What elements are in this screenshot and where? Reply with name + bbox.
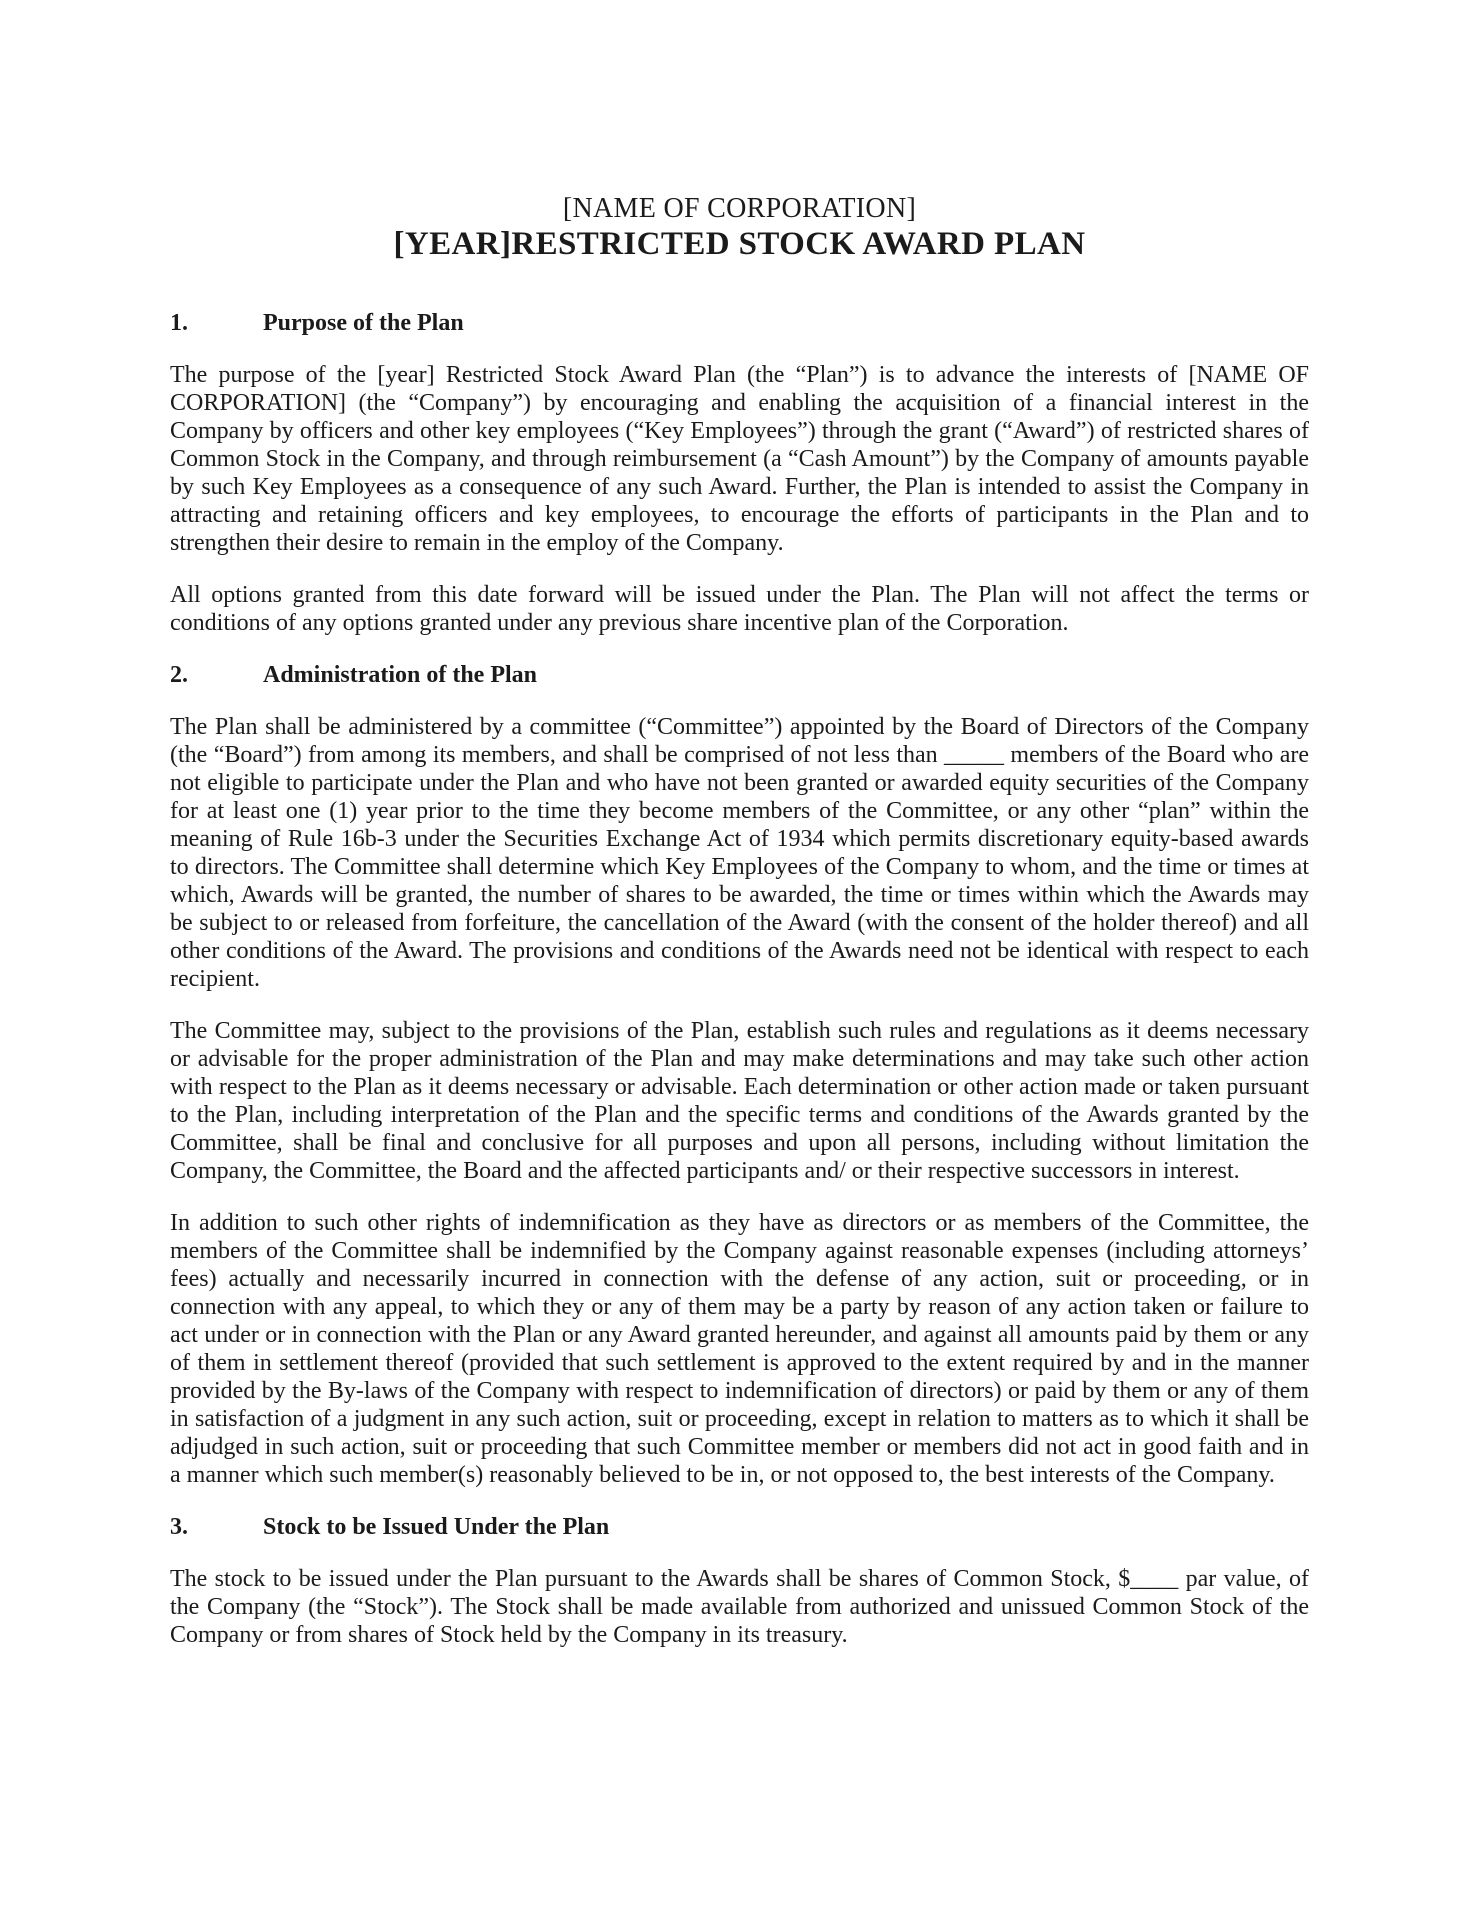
section-heading [170,661,1309,689]
paragraph: In addition to such other rights of indemnification as they have as directors or as members of the Committee, the members of the Committee shall be indemnified by the Company against reasonable expenses (including attorneys’ fees) actually and necessarily incurred in connection with the defense of any action, suit or proceeding, or in connection with any appeal, to which they or any of them may be a party by reason of any action taken or failure to act under or in connection with the Plan or any Award granted hereunder, and against all amounts paid by them or any of them in settlement thereof (provided that such settlement is approved to the extent required by and in the manner provided by the By-laws of the Company with respect to indemnification of directors) or paid by them or any of them in satisfaction of a judgment in any such action, suit or proceeding, except in relation to matters as to which it shall be adjudged in such action, suit or proceeding that such Committee member or members did not act in good faith and in a manner which such member(s) reasonably believed to be in, or not opposed to, the best interests of the Company. [170,1210,1309,1488]
paragraph: The stock to be issued under the Plan pursuant to the Awards shall be shares of Common Stock, $____ par value, of the Company (the “Stock”). The Stock shall be made available from authorized and unissued Common Stock of the Company or from shares of Stock held by the Company in its treasury. [170,1566,1309,1648]
section-purpose-of-the-plan [170,309,1309,637]
document-title-corporation-name: [NAME OF CORPORATION] [562,193,917,224]
document-title-plan-name: [YEAR]RESTRICTED STOCK AWARD PLAN [393,226,1086,262]
paragraph: The purpose of the [year] Restricted Stock Award Plan (the “Plan”) is to advance the interests of [NAME OF CORPORATION] (the “Company”) by encouraging and enabling the acquisition of a financial interest in the Company by officers and other key employees (“Key Employees”) through the grant (“Award”) of restricted shares of Common Stock in the Company, and through reimbursement (a “Cash Amount”) by the Company of amounts payable by such Key Employees as a consequence of any such Award. Further, the Plan is intended to assist the Company in attracting and retaining officers and key employees, to encourage the efforts of participants in the Plan and to strengthen their desire to remain in the employ of the Company. [170,362,1309,556]
section-title: Administration of the Plan [263,662,538,688]
section-administration-of-the-plan [170,661,1309,1489]
section-stock-to-be-issued [170,1513,1309,1649]
section-number: 2. [170,662,188,688]
paragraph: The Committee may, subject to the provisions of the Plan, establish such rules and regulations as it deems necessary or advisable for the proper administration of the Plan and may make determinations and may take such other action with respect to the Plan as it deems necessary or advisable. Each determination or other action made or taken pursuant to the Plan, including interpretation of the Plan and the specific terms and conditions of the Awards granted by the Committee, shall be final and conclusive for all purposes and upon all persons, including without limitation the Company, the Committee, the Board and the affected participants and/ or their respective successors in interest. [170,1018,1309,1184]
document-title-block [170,193,1309,263]
section-heading [170,309,1309,337]
paragraph: All options granted from this date forward will be issued under the Plan. The Plan will not affect the terms or conditions of any options granted under any previous share incentive plan of the Corporation. [170,582,1309,636]
section-title: Purpose of the Plan [263,310,464,336]
section-heading [170,1513,1309,1541]
paragraph: The Plan shall be administered by a committee (“Committee”) appointed by the Board of Directors of the Company (the “Board”) from among its members, and shall be comprised of not less than _____ members of the Board who are not eligible to participate under the Plan and who have not been granted or awarded equity securities of the Company for at least one (1) year prior to the time they become members of the Committee, or any other “plan” within the meaning of Rule 16b-3 under the Securities Exchange Act of 1934 which permits discretionary equity-based awards to directors. The Committee shall determine which Key Employees of the Company to whom, and the time or times at which, Awards will be granted, the number of shares to be awarded, the time or times within which the Awards may be subject to or released from forfeiture, the cancellation of the Award (with the consent of the holder thereof) and all other conditions of the Award. The provisions and conditions of the Awards need not be identical with respect to each recipient. [170,714,1309,992]
section-number: 1. [170,310,188,336]
section-number: 3. [170,1514,188,1540]
section-title: Stock to be Issued Under the Plan [263,1514,610,1540]
